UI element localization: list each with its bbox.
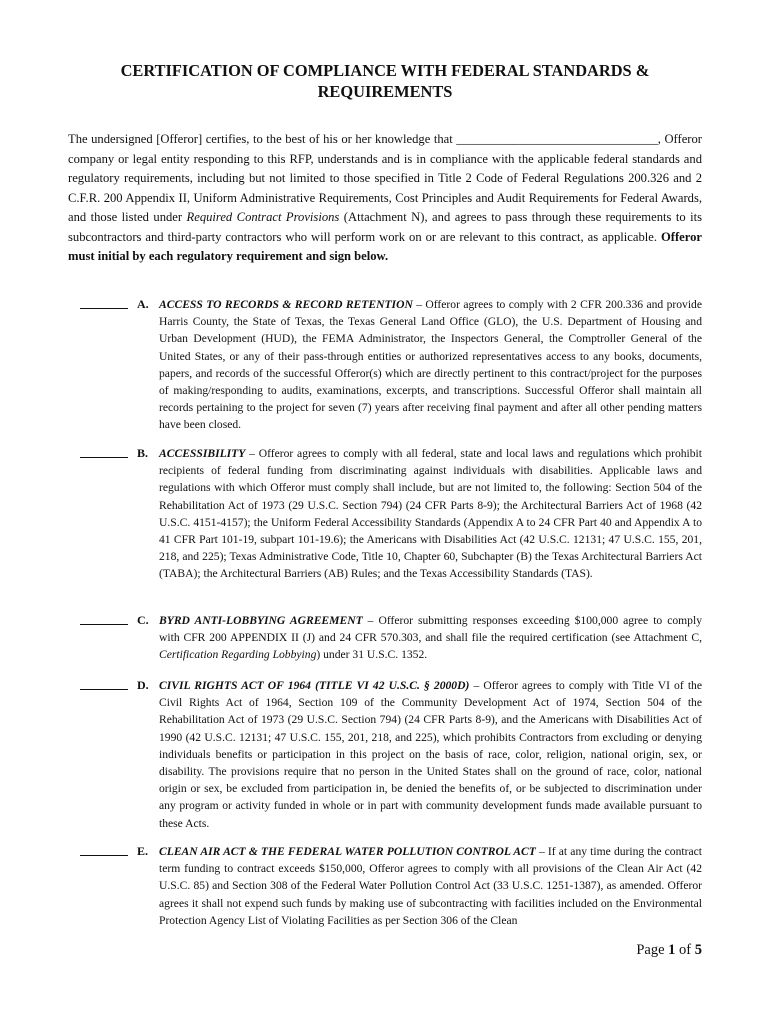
intro-end: . [384,249,389,263]
initial-blank-d[interactable] [80,677,128,690]
document-title [60,60,710,102]
item-body-b [159,445,702,583]
item-heading-a: ACCESS TO RECORDS & RECORD RETENTION [159,298,413,311]
item-heading-b: ACCESSIBILITY [159,447,246,460]
page-word: Page [636,942,669,958]
item-italic-c: Certification Regarding Lobbying [159,648,317,662]
item-text-b: – Offeror agrees to comply with all federal, state and local laws and regulations which prohibit recipients of federal funding from discriminating against individuals with disabilities. Applicable laws and regulations with which Offeror must comply shall include, but are not limited to, the following: Section 504 of the Rehabilitation Act of 1973 (29 U.S.C. Section 794) (24 CFR Parts 8-9); the Architectural Barriers Act of 1968 (42 U.S.C. 4151-4157); the Uniform Federal Accessibility Standards (Appendix A to 24 CFR Part 40 and Appendix A to 41 CFR Part 101-19, subpart 101-19.6); the Americans with Disabilities Act (42 U.S.C. 12131; 47 U.S.C. 155, 201, 218, and 225); Texas Administrative Code, Title 10, Chapter 60, Subchapter (B) the Texas Architectural Barriers Act (TABA); the Architectural Barriers (AB) Rules; and the Texas Accessibility Standards (TAS). [159,447,702,581]
item-body-c [159,612,702,664]
requirement-item-d [68,677,702,832]
requirement-item-b [68,445,702,583]
item-text-a: – Offeror agrees to comply with 2 CFR 200.336 and provide Harris County, the State of Texas, the Texas General Land Office (GLO), the U.S. Department of Housing and Urban Development (HUD), the FEMA Administrator, the Inspectors General, the Comptroller General of the United States, or any of their pass-through entities or authorized representatives access to any books, documents, papers, and records of the successful Offeror(s) which are directly pertinent to this contract/project for the purposes of making/responding to audits, examinations, excerpts, and transcriptions. Successful Offeror shall maintain all records pertaining to the project for seven (7) years after receiving final payment and after all other pending matters have been closed. [159,298,702,432]
item-text-c: – Offeror submitting responses exceeding $100,000 agree to comply with CFR 200 APPENDIX II (J) and 24 CFR 570.303, and shall file the required certification (see Attachment C, [159,614,702,645]
item-letter-a: A. [137,297,149,311]
item-text-e: – If at any time during the contract term funding to contract exceeds $150,000, Offeror agrees to comply with all provisions of the Clean Air Act (42 U.S.C. 85) and Section 308 of the Federal Water Pollution Control Act (33 U.S.C. 1251-1387), as amended. Offeror agrees it shall not expend such funds by making use of subcontracting with facilities included on the Environmental Protection Agency List of Violating Facilities as per Section 306 of the Clean [159,845,702,927]
item-body-d [159,677,702,832]
item-letter-b: B. [137,446,149,460]
requirement-item-c [68,612,702,664]
initial-blank-e[interactable] [80,843,128,856]
intro-text-2: (Attachment N), and agrees to pass through these requirements to its subcontractors and third-party contractors who will perform work on or are relevant to this contract, as applicable. [68,210,702,244]
page-of-word: of [675,942,695,958]
item-letter-d: D. [137,678,149,692]
item-heading-e: CLEAN AIR ACT & THE FEDERAL WATER POLLUTION CONTROL ACT [159,845,536,858]
title-line-1: CERTIFICATION OF COMPLIANCE WITH FEDERAL STANDARDS & [120,61,650,80]
intro-instruction: Offeror must initial by each regulatory requirement and sign below [68,229,702,263]
item-letter-c: C. [137,613,149,627]
intro-paragraph [68,130,702,267]
initial-blank-b[interactable] [80,445,128,458]
item-heading-d: CIVIL RIGHTS ACT OF 1964 (TITLE VI 42 U.S.C. § 2000D) [159,679,470,692]
initial-blank-a[interactable] [80,296,128,309]
requirement-item-e [68,843,702,929]
page-current: 1 [668,942,676,958]
title-line-2: REQUIREMENTS [317,82,453,101]
item-text2-c: ) under 31 U.S.C. 1352. [316,648,428,662]
intro-text-1: The undersigned [Offeror] certifies, to the best of his or her knowledge that ________________________________, Offeror company or legal entity responding to this RFP, understands and is in compliance with the applicable federal standards and regulatory requirements, including but not limited to those specified in Title 2 Code of Federal Regulations 200.326 and 2 C.F.R. 200 Appendix II, Uniform Administrative Requirements, Cost Principles and Audit Requirements for Federal Awards, and those listed under [68,132,702,224]
item-letter-e: E. [137,844,149,858]
item-body-e [159,843,702,929]
intro-italic: Required Contract Provisions [186,210,340,224]
initial-blank-c[interactable] [80,612,128,625]
item-text-d: – Offeror agrees to comply with Title VI of the Civil Rights Act of 1964, Section 109 of the Community Development Act of 1974, Section 504 of the Rehabilitation Act of 1973 (29 U.S.C. Section 794) (24 CFR Parts 8-9), and the Americans with Disabilities Act of 1990 (42 U.S.C. 12131; 47 U.S.C. 155, 201, 218, and 225), which prohibits Contractors from excluding or denying individuals benefits or participation in this project on the basis of race, color, religion, national origin, sex, or disability. The provisions require that no person in the United States shall on the ground of race, color, national origin or sex, be excluded from participation in, be denied the benefits of, or be subjected to discrimination under any program or activity funded in whole or in part with community development funds made available pursuant to these Acts. [159,679,702,830]
page-total: 5 [694,942,702,958]
page-number [636,942,702,959]
item-heading-c: BYRD ANTI-LOBBYING AGREEMENT [159,614,363,627]
item-body-a [159,296,702,434]
requirement-item-a [68,296,702,434]
